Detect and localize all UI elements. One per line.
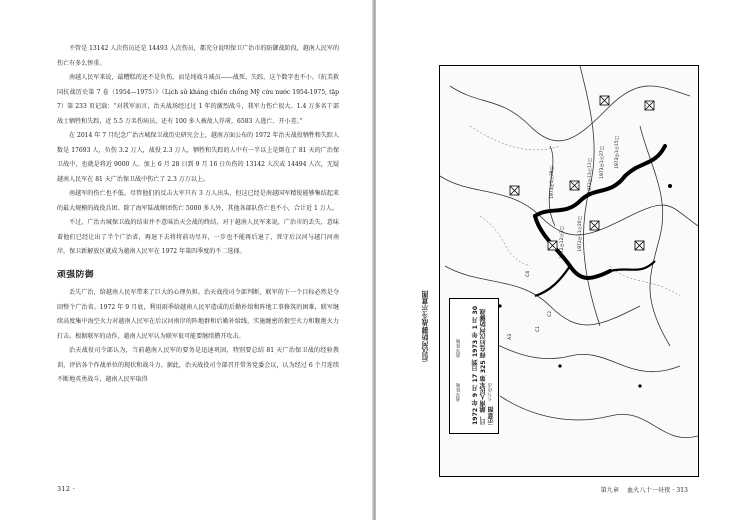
page-folio <box>57 485 75 493</box>
paragraph: 治天战役司令部认为，当前越南人民军的要务是迅速巩固，特别要总结 81 天广治保卫战的经验教训，评估各个作战单位的现状和战斗力。据此，治天战役司令部召开常务党委会议，认为经过 6 个月连续不断地英勇战斗，越南人民军取得 <box>57 347 339 383</box>
legend-item: 敌军阵地 <box>456 339 461 358</box>
paragraph: 南越军的伤亡也不低。尽管他们的反击大军只有 3 万人出头，但这已经是南越国军精锐能够集结起来的最大规模的战役兵团。除了海军陆战师团伤亡 5000 多人外，其他各部队伤亡也不小，合计近 1 万人。 <box>57 190 339 212</box>
legend-item: 我军阵地 <box>456 383 461 402</box>
map-unit-label: C2 <box>548 311 553 317</box>
paragraph: 南越人民军来说，最糟糕的还不是负伤，而是纯战斗减员——战死、失踪，这个数字也不小。《抗美救国抗战历史第 7 卷（1954—1975）》（Lịch sử kháng chiến chống Mỹ cứu nước 1954-1975, tập 7）第 233 页记载：“对我军而言，治天战场经过过 1 年的激烈战斗，我军力伤亡很大。1.4 万多名干部战士牺牲和失踪，近 5.5 万名伤病员，还有 100 多人被故人俘虏，6583 人逃亡、开小差。” <box>57 74 339 125</box>
right-page <box>376 0 750 520</box>
map-date-label: 1972年11月20日 <box>578 216 583 252</box>
page-number: 312 <box>57 485 71 493</box>
map-unit-label: C4 <box>526 271 531 277</box>
map-date-label: 1973年1月28日 <box>550 166 555 199</box>
chapter-label: 第九章 <box>600 487 619 494</box>
map-date-label: 1972年11月11日 <box>588 158 593 194</box>
section-heading: 顽强防御 <box>57 269 95 280</box>
page-number: 313 <box>676 487 688 494</box>
paragraph: 在 2014 年 7 月纪念广治古城保卫战历史研究会上，越南方面公布的 1972 年治天战役牺牲和失踪人数是 17693 人，负伤 3.2 万人，战役 2.3 万人，牺牲和失踪的人中有一半以上是倒在了 81 天的广治保卫战中，也就是将近 9000 人。加上 6 月 28 日到 9 月 16 日负伤的 13142 人次或 14494 人次，无疑越南人民军在 81 天广治保卫战中伤亡了 2.3 万万以上。 <box>57 132 339 183</box>
map-date-label: 1972年12月3日 <box>560 226 565 259</box>
paragraph: 丢失广治，给越南人民军带来了巨大的心理负担。治天战役司令部判断，联军的下一个目标必然是夺回整个广治省。1972 年 9 月底，利用雨季给越南人民军造成的后勤补给和阵地工事修筑的困难，联军继续高度集中海空火力对越南人民军在后汉河南岸的阵地群和后勤补给线，实施缠密的狠空火力和舰炮火力打击。根据联军的动作，越南人民军认为联军很可能要继续攒开攻击。 <box>57 289 339 340</box>
map-date-label: 1973年1月15日 <box>615 136 620 169</box>
page-mark: · <box>672 487 675 494</box>
map-date-label: 1973年1月27日 <box>600 146 605 179</box>
legend-item: 大力攻击 <box>488 383 493 402</box>
map-legend <box>449 298 499 434</box>
left-page <box>0 0 374 520</box>
page-mark: · <box>72 485 76 493</box>
legend-heading: 1972 年 9 月 17 日到 1973 年 1 月 30 日，越南人民军第 325 师在后汉河防御战示意图 <box>472 305 495 425</box>
page-folio <box>600 485 688 494</box>
map-unit-label: A3 <box>508 334 513 340</box>
chapter-title: 血火八十一昼夜 <box>626 487 671 494</box>
paragraph: 不过，广治古城保卫战的结束并不意味治天会战的终结，对于越南人民军来说，广治市的丢失，意味着他们已经让出了半个广治省，再退下去将将前功尽弃，一步也不能再后退了，死守后汉河与越门河南岸，保卫新解放区就成为越南人民军在 1972 年第四季度的不二选择。 <box>57 219 339 255</box>
map-title: 后汉河防御战斗示意图 <box>422 290 430 362</box>
map-unit-label: C1 <box>536 326 541 332</box>
body-text <box>57 42 339 388</box>
paragraph: 不管是 13142 人次伤员还是 14493 人次伤员，都充分说明保卫广治市的防御战阶段，越南人民军的伤亡有多么惨重。 <box>57 45 339 67</box>
